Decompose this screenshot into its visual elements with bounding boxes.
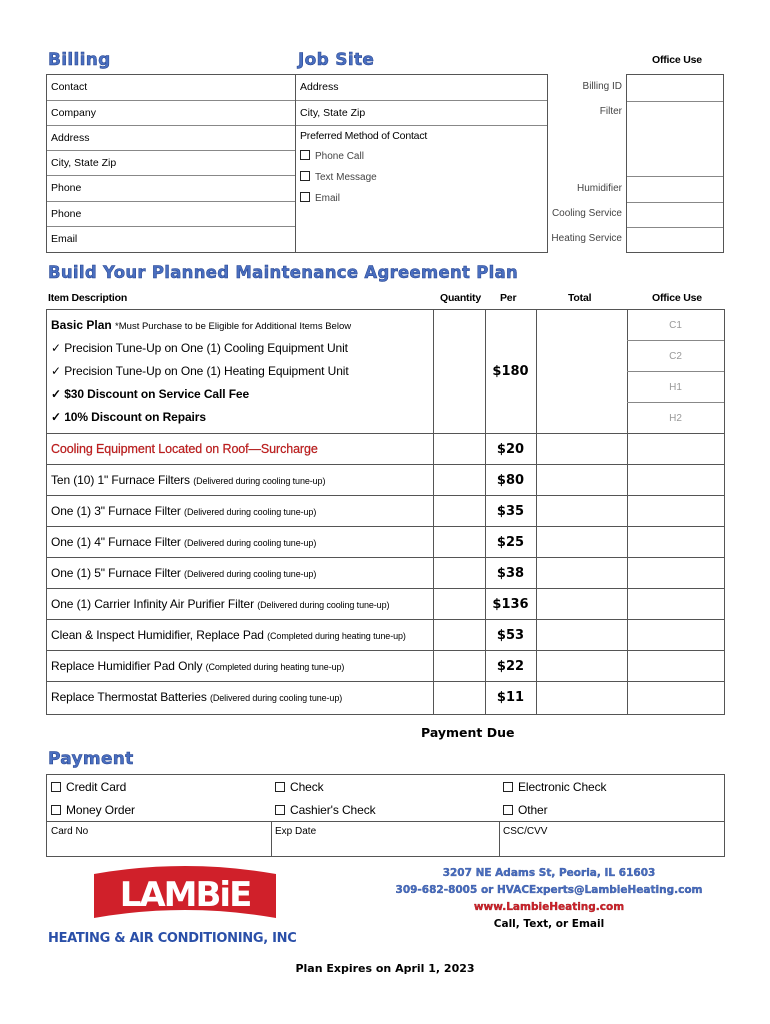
table-row <box>47 465 724 496</box>
job-city-field[interactable]: City, State Zip <box>296 101 547 126</box>
job-site-box <box>296 74 548 253</box>
card-number-field[interactable]: Card No <box>51 826 89 837</box>
csc-field[interactable]: CSC/CVV <box>503 826 548 837</box>
table-row <box>47 527 724 558</box>
pay-other[interactable]: Other <box>503 803 548 817</box>
office-use-title: Office Use <box>652 54 702 66</box>
item-price: $80 <box>496 473 525 488</box>
item-description: One (1) Carrier Infinity Air Purifier Filter (Delivered during cooling tune-up) <box>51 597 390 611</box>
checkbox[interactable] <box>300 150 310 160</box>
lambie-logo <box>88 864 282 926</box>
job-address-field[interactable]: Address <box>296 75 547 101</box>
logo-text: LAMBiE <box>119 875 251 915</box>
item-description: One (1) 3" Furnace Filter (Delivered during cooling tune-up) <box>51 504 317 518</box>
item-price: $53 <box>496 628 525 643</box>
job-site-title: Job Site <box>298 50 375 70</box>
cooling-service-label: Cooling Service <box>551 208 622 219</box>
pay-check[interactable]: Check <box>275 780 324 794</box>
item-price: $35 <box>496 504 525 519</box>
billing-id-label: Billing ID <box>582 81 622 92</box>
header-office: Office Use <box>652 292 702 304</box>
company-name: HEATING & AIR CONDITIONING, INC <box>48 931 297 946</box>
billing-company-field[interactable]: Company <box>47 101 295 126</box>
header-total: Total <box>568 292 592 304</box>
office-code-h2: H2 <box>669 413 682 424</box>
option-email[interactable]: Email <box>300 192 340 204</box>
billing-address-field[interactable]: Address <box>47 126 295 151</box>
preferred-contact-label: Preferred Method of Contact <box>300 130 428 142</box>
plan-table <box>46 309 725 715</box>
header-item: Item Description <box>48 292 128 304</box>
company-address: 3207 NE Adams St, Peoria, IL 61603 <box>442 867 656 879</box>
table-row <box>47 589 724 620</box>
office-code-h1: H1 <box>669 382 682 393</box>
item-description: Replace Humidifier Pad Only (Completed during heating tune-up) <box>51 659 345 673</box>
item-description: Ten (10) 1" Furnace Filters (Delivered during cooling tune-up) <box>51 473 326 487</box>
item-price: $22 <box>496 659 525 674</box>
checkbox[interactable] <box>51 782 61 792</box>
table-row <box>47 434 724 465</box>
payment-box <box>46 774 725 857</box>
pay-credit-card[interactable]: Credit Card <box>51 780 126 794</box>
checkbox[interactable] <box>503 782 513 792</box>
office-code-c2: C2 <box>669 351 682 362</box>
header-per: Per <box>500 292 517 304</box>
basic-price: $180 <box>492 364 529 379</box>
checkbox[interactable] <box>300 171 310 181</box>
plan-expires: Plan Expires on April 1, 2023 <box>295 962 475 975</box>
item-description: Cooling Equipment Located on Roof—Surcharge <box>51 442 318 456</box>
billing-phone-field[interactable]: Phone <box>47 176 295 202</box>
item-description: Replace Thermostat Batteries (Delivered during cooling tune-up) <box>51 690 343 704</box>
option-phone-call[interactable]: Phone Call <box>300 150 364 162</box>
item-description: One (1) 4" Furnace Filter (Delivered during cooling tune-up) <box>51 535 317 549</box>
plan-title: Build Your Planned Maintenance Agreement Plan <box>48 263 519 282</box>
billing-contact-field[interactable]: Contact <box>47 75 295 101</box>
humidifier-label: Humidifier <box>576 183 622 194</box>
checkbox[interactable] <box>275 782 285 792</box>
payment-title: Payment <box>48 749 134 769</box>
checkbox[interactable] <box>503 805 513 815</box>
billing-email-field[interactable]: Email <box>51 233 78 245</box>
item-price: $38 <box>496 566 525 581</box>
billing-title: Billing <box>48 50 111 70</box>
company-phone-email[interactable]: 309-682-8005 or HVACExperts@LambieHeating.com <box>395 884 703 896</box>
heating-service-label: Heating Service <box>551 233 622 244</box>
item-description: One (1) 5" Furnace Filter (Delivered during cooling tune-up) <box>51 566 317 580</box>
basic-item: ✓ Precision Tune-Up on One (1) Cooling Equipment Unit <box>51 341 348 355</box>
table-row <box>47 682 724 713</box>
call-text-email: Call, Text, or Email <box>493 918 605 930</box>
checkbox[interactable] <box>275 805 285 815</box>
checkbox[interactable] <box>300 192 310 202</box>
billing-phone2-field[interactable]: Phone <box>47 202 295 227</box>
table-row <box>47 620 724 651</box>
item-price: $11 <box>496 690 525 705</box>
billing-box <box>46 74 296 253</box>
item-description: Clean & Inspect Humidifier, Replace Pad (Completed during heating tune-up) <box>51 628 406 642</box>
item-price: $136 <box>492 597 529 612</box>
basic-item: ✓ Precision Tune-Up on One (1) Heating Equipment Unit <box>51 364 349 378</box>
office-use-box <box>626 74 724 253</box>
payment-due-label: Payment Due <box>421 725 515 740</box>
billing-city-field[interactable]: City, State Zip <box>47 151 295 176</box>
basic-item: ✓ $30 Discount on Service Call Fee <box>51 387 250 401</box>
filter-label: Filter <box>599 106 622 117</box>
pay-cashiers-check[interactable]: Cashier's Check <box>275 803 376 817</box>
table-row <box>47 651 724 682</box>
header-quantity: Quantity <box>440 292 481 304</box>
company-website[interactable]: www.LambieHeating.com <box>473 901 625 913</box>
table-row <box>47 496 724 527</box>
item-price: $25 <box>496 535 525 550</box>
basic-plan-heading: Basic Plan *Must Purchase to be Eligible for Additional Items Below <box>51 318 352 332</box>
checkbox[interactable] <box>51 805 61 815</box>
item-price: $20 <box>496 442 525 457</box>
basic-item: ✓ 10% Discount on Repairs <box>51 410 206 424</box>
exp-date-field[interactable]: Exp Date <box>275 826 317 837</box>
option-text-message[interactable]: Text Message <box>300 171 377 183</box>
table-row <box>47 558 724 589</box>
pay-money-order[interactable]: Money Order <box>51 803 135 817</box>
pay-electronic-check[interactable]: Electronic Check <box>503 780 606 794</box>
office-code-c1: C1 <box>669 320 682 331</box>
